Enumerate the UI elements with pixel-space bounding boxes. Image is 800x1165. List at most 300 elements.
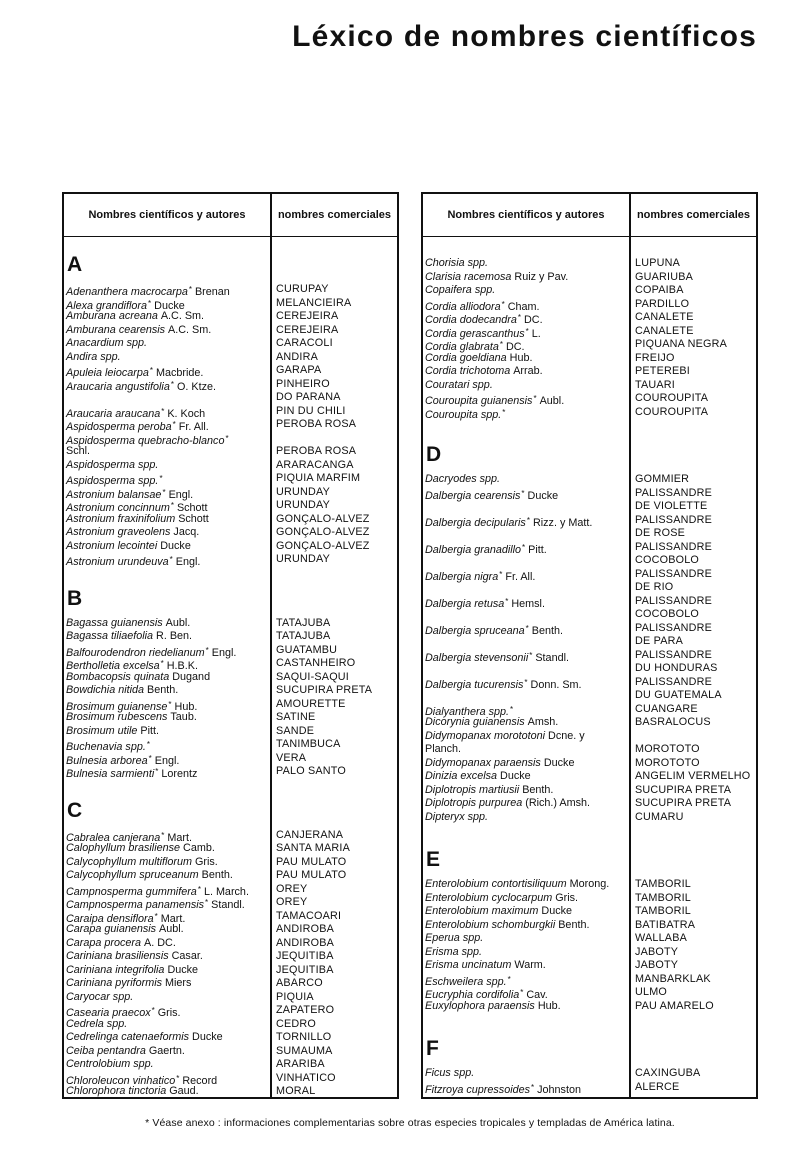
author-name: Ducke [527,489,559,502]
scientific-name: Campnosperma panamensis [66,899,205,911]
annex-asterisk: * [526,515,530,525]
scientific-name-cell [64,1072,270,1086]
annex-asterisk: * [525,326,529,336]
scientific-name-cell [423,946,629,960]
table-row [423,338,756,352]
table-row [423,595,756,609]
scientific-name: Centrolobium spp. [66,1058,154,1070]
scientific-name-cell [64,1085,270,1099]
table-row [64,883,397,897]
scientific-name-cell [423,932,629,946]
commercial-name: SATINE [276,711,316,723]
annex-asterisk: * [151,1006,155,1015]
scientific-name-cell [64,1045,270,1059]
commercial-name: JEQUITIBA [276,963,334,976]
author-name: K. Koch [167,407,206,420]
commercial-name: PALISSANDRE [635,540,713,553]
table-row [64,553,397,567]
scientific-name: Cabralea canjerana [66,831,161,844]
scientific-name: Brosimum guianense [66,700,168,713]
author-name: Engl. [175,556,201,568]
author-name: Jacq. [173,526,200,538]
author-name: Ducke [167,963,199,976]
scientific-name-cell [423,622,629,636]
scientific-name-cell [64,991,270,1005]
scientific-name: Ceiba pentandra [66,1044,146,1057]
table-row [423,919,756,933]
commercial-name: MOROTOTO [635,756,700,769]
commercial-name: TATAJUBA [276,630,331,642]
scientific-name-cell [423,811,629,825]
author-name: Lorentz [161,768,198,780]
section-letter: C [67,798,83,822]
author-name: R. Ben. [156,630,193,642]
scientific-name: Erisma spp. [425,945,482,958]
author-name: Warm. [514,959,546,971]
table-row [64,923,397,937]
scientific-name: Buchenavia spp. [66,741,146,753]
scientific-name-cell [423,770,629,784]
section-letter: A [67,253,83,276]
commercial-name: SUCUPIRA PRETA [635,783,732,796]
table-row [64,297,397,311]
table-header [64,194,397,237]
scientific-name-cell [64,657,270,671]
header-scientific: Nombres científicos y autores [447,209,605,221]
scientific-name-cell [64,378,270,392]
table-row [423,878,756,892]
lexicon-table-left [62,192,399,1099]
table-row [64,977,397,991]
author-name: Engl. [154,754,180,767]
commercial-name: PAU MULATO [276,855,347,868]
section-letter: F [426,1037,439,1060]
annex-asterisk: * [148,753,152,763]
letter-section [423,846,756,1013]
scientific-name-cell [64,684,270,698]
scientific-name-cell [423,581,629,595]
annex-asterisk: * [170,501,174,510]
author-name: Brenan [194,286,230,298]
author-name: Hub. [174,700,198,713]
scientific-name-cell [64,869,270,883]
scientific-name: Brosimum utile [66,724,138,737]
scientific-name-cell [64,765,270,779]
annex-asterisk: * [529,650,533,660]
table-row [423,554,756,568]
author-name: L. [531,327,541,340]
scientific-name-cell [423,635,629,649]
annex-asterisk: * [510,704,514,714]
scientific-name-cell [423,365,629,379]
scientific-name-cell [64,324,270,338]
commercial-name: CEREJEIRA [276,310,339,322]
author-name: Record [182,1074,218,1087]
table-row [423,500,756,514]
lexicon-table-right [421,192,758,1099]
commercial-name: CUMARU [635,810,684,823]
scientific-name: Cordia goeldiana [425,351,507,364]
table-row [423,473,756,487]
section-letter: D [426,443,442,466]
annex-asterisk: * [531,1082,535,1092]
scientific-name-cell [423,959,629,973]
commercial-name: ANDIROBA [276,923,334,935]
scientific-name: Copaifera spp. [425,284,496,296]
author-name: Schl. [66,445,91,457]
scientific-name: Dicorynia guianensis [425,716,525,728]
commercial-name: CANJERANA [276,828,344,841]
scientific-name-cell [423,892,629,906]
scientific-name-cell [423,379,629,393]
scientific-name: Cariniana integrifolia [66,963,165,976]
header-commercial: nombres comerciales [636,209,751,221]
table-row [64,418,397,432]
table-row [423,770,756,784]
scientific-name-cell [64,351,270,365]
author-name: DC. [505,341,525,353]
table-row [64,950,397,964]
scientific-name: Andira spp. [66,350,121,363]
commercial-name: PALISSANDRE [635,513,713,526]
table-row [423,487,756,501]
author-name: (Rich.) Amsh. [525,797,591,809]
commercial-name: ZAPATERO [276,1004,335,1016]
author-name: Ruiz y Pav. [514,270,569,283]
annex-asterisk: * [155,767,159,776]
commercial-name: ARARACANGA [276,458,354,471]
commercial-name: GUARIUBA [635,270,693,283]
commercial-name: GONÇALO-ALVEZ [276,512,370,525]
scientific-name-cell [64,923,270,937]
annex-asterisk: * [169,555,173,564]
scientific-name-cell [64,630,270,644]
table-row [64,671,397,685]
table-row [423,1067,756,1081]
scientific-name: Bowdichia nitida [66,684,145,696]
letter-section [423,1035,756,1094]
scientific-name: Amburana cearensis [66,323,166,336]
scientific-name: Cariniana brasiliensis [66,950,169,962]
scientific-name-cell [64,883,270,897]
commercial-name: FREIJO [635,351,675,364]
scientific-name: Bagassa tiliaefolia [66,630,154,642]
commercial-name: TAMBORIL [635,878,691,890]
scientific-name: Dalbergia decipularis [425,516,526,529]
author-name: Ducke [543,756,575,769]
scientific-name: Araucaria angustifolia [66,380,170,393]
scientific-name-cell [423,284,629,298]
scientific-name: Couroupita spp. [425,408,502,421]
commercial-name: COPAIBA [635,284,684,296]
commercial-name: TANIMBUCA [276,738,341,750]
commercial-name: WALLABA [635,932,688,944]
scientific-name-cell [64,391,270,405]
annex-asterisk: * [501,299,505,309]
table-row [423,662,756,676]
author-name: Mart. [160,912,186,925]
scientific-name-cell [423,568,629,582]
commercial-name: TAMACOARI [276,909,342,922]
scientific-name-cell [423,716,629,730]
table-row [423,541,756,555]
commercial-name: OREY [276,882,308,895]
table-row [64,364,397,378]
scientific-name: Cordia alliodora [425,300,501,313]
scientific-name: Chlorophora tinctoria [66,1085,167,1097]
scientific-name: Chorisia spp. [425,257,489,269]
author-name: Schott [176,502,208,514]
table-row [64,937,397,951]
scientific-name-cell [423,662,629,676]
table-row [64,991,397,1005]
scientific-name: Astronium balansae [66,488,162,501]
table-row [64,856,397,870]
commercial-name: DE PARA [635,635,683,647]
commercial-name: PAU MULATO [276,869,347,881]
scientific-name: Balfourodendron riedelianum [66,646,205,659]
annex-asterisk: * [149,366,153,375]
scientific-name: Anacardium spp. [66,337,148,349]
table-row [423,365,756,379]
commercial-name: PALISSANDRE [635,675,713,688]
scientific-name: Eperua spp. [425,932,484,944]
table-row [423,932,756,946]
author-name: Morong. [569,878,610,890]
commercial-name: LUPUNA [635,257,680,269]
scientific-name-cell [64,283,270,297]
annex-asterisk: * [160,659,164,668]
scientific-name: Aspidosperma spp. [66,475,159,487]
page-title: Léxico de nombres científicos [292,20,757,53]
commercial-name: MANBARKLAK [635,972,711,985]
author-name: Benth. [558,918,590,931]
letter-section [64,585,397,779]
table-row [64,829,397,843]
commercial-name: CAXINGUBA [635,1067,701,1079]
annex-asterisk: * [524,677,528,687]
table-row [64,910,397,924]
scientific-name: Calycophyllum spruceanum [66,869,199,881]
table-row [423,311,756,325]
column-divider [629,194,631,1097]
scientific-name-cell [423,1000,629,1014]
author-name: Ducke [192,1031,223,1043]
letter-section [64,797,397,1099]
commercial-name: JABOTY [635,945,679,958]
commercial-name: TAUARI [635,378,675,391]
scientific-name: Cedrelinga catenaeformis [66,1031,190,1043]
scientific-name-cell [64,540,270,554]
scientific-name: Cordia trichotoma [425,365,511,377]
author-name: Miers [165,977,192,989]
scientific-name-cell [423,986,629,1000]
table-row [64,499,397,513]
commercial-name: DE RIO [635,581,674,593]
table-body [64,237,397,1099]
commercial-name: PALISSANDRE [635,621,713,634]
scientific-name-cell [423,689,629,703]
commercial-name: URUNDAY [276,553,330,565]
commercial-name: SUCUPIRA PRETA [635,797,732,809]
scientific-name: Bertholletia excelsa [66,660,160,672]
scientific-name: Caryocar spp. [66,990,134,1003]
table-row [423,716,756,730]
commercial-name: PETEREBI [635,365,690,377]
scientific-name: Enterolobium contortisiliquum [425,878,567,890]
scientific-name: Dipteryx spp. [425,810,489,823]
table-row [64,842,397,856]
table-row [423,379,756,393]
scientific-name-cell [423,608,629,622]
author-name: A.C. Sm. [160,310,205,322]
scientific-name-cell [64,738,270,752]
table-row [423,973,756,987]
author-name: Dugand [172,670,211,683]
scientific-name: Dalbergia cearensis [425,489,521,502]
table-row [64,869,397,883]
scientific-name-cell [64,553,270,567]
commercial-name: GARAPA [276,364,322,376]
scientific-name-cell [423,487,629,501]
scientific-name: Couratari spp. [425,378,493,391]
scientific-name: Cordia glabrata [425,341,499,353]
commercial-name: TAMBORIL [635,905,691,917]
author-name: Arrab. [513,365,543,377]
commercial-name: DU HONDURAS [635,662,718,674]
commercial-name: COUROUPITA [635,392,709,404]
scientific-name: Astronium graveolens [66,526,171,538]
table-row [423,1081,756,1095]
author-name: Schott [178,512,209,525]
author-name: Taub. [170,711,197,723]
scientific-name: Couroupita guianensis [425,395,533,407]
author-name: Benth. [147,684,179,696]
commercial-name: COCOBOLO [635,554,699,566]
table-row [64,1045,397,1059]
table-row [423,743,756,757]
annex-asterisk: * [146,740,150,749]
scientific-name: Enterolobium cyclocarpum [425,891,553,904]
author-name: Benth. [531,624,563,637]
scientific-name-cell [64,472,270,486]
author-name: Engl. [211,646,237,659]
scientific-name: Didymopanax paraensis [425,756,541,769]
table-row [423,325,756,339]
scientific-name: Didymopanax morototoni [425,729,546,742]
scientific-name-cell [423,757,629,771]
commercial-name: GONÇALO-ALVEZ [276,526,370,538]
annex-asterisk: * [499,569,503,579]
commercial-name: COCOBOLO [635,608,699,620]
annex-asterisk: * [533,394,537,403]
scientific-name-cell [64,513,270,527]
scientific-name: Clarisia racemosa [425,270,512,283]
author-name: Ducke [500,770,531,782]
scientific-name: Apuleia leiocarpa [66,367,149,379]
table-row [64,1072,397,1086]
table-row [423,352,756,366]
table-row [64,657,397,671]
scientific-name: Bombacopsis quinata [66,670,170,683]
author-name: Fr. All. [178,421,209,433]
commercial-name: TORNILLO [276,1031,332,1043]
table-row [64,472,397,486]
table-row [423,527,756,541]
scientific-name: Bulnesia sarmienti [66,768,155,780]
scientific-name-cell [64,418,270,432]
commercial-name: GONÇALO-ALVEZ [276,539,370,552]
scientific-name: Bulnesia arborea [66,754,148,767]
author-name: L. March. [203,885,249,898]
author-name: A. DC. [144,936,176,949]
scientific-name: Dalbergia spruceana [425,624,525,637]
scientific-name-cell [64,364,270,378]
table-row [423,986,756,1000]
section-letter: E [426,848,441,871]
table-header [423,194,756,237]
scientific-name-cell [64,1004,270,1018]
author-name: Johnston [537,1083,581,1096]
scientific-name-cell [64,842,270,856]
scientific-name-cell [423,338,629,352]
table-row [64,964,397,978]
scientific-name: Fitzroya cupressoides [425,1083,531,1096]
commercial-name: ANDIRA [276,350,318,363]
scientific-name-cell [423,703,629,717]
annex-asterisk: * [205,645,209,655]
commercial-name: ANGELIM VERMELHO [635,770,751,782]
scientific-name: Cedrela spp. [66,1017,128,1030]
commercial-name: VINHATICO [276,1071,336,1084]
section-letter: B [67,586,83,610]
table-row [423,1000,756,1014]
scientific-name-cell [423,352,629,366]
table-row [64,752,397,766]
author-name: H.B.K. [166,660,198,672]
scientific-name: Cariniana pyriformis [66,977,163,989]
scientific-name: Aspidosperma spp. [66,458,159,471]
author-name: Gris. [157,1007,181,1019]
footnote: * Véase anexo : informaciones complementarias sobre otras especies tropicales y templadas de América latina. [145,1117,675,1129]
letter-section [423,257,756,419]
author-name: Gaertn. [148,1044,185,1057]
author-name: Benth. [522,783,554,796]
scientific-name-cell [64,896,270,910]
annex-asterisk: * [176,1073,180,1083]
annex-asterisk: * [170,379,174,389]
scientific-name: Dalbergia granadillo [425,543,522,556]
table-row [423,635,756,649]
scientific-name-cell [423,514,629,528]
scientific-name-cell [423,595,629,609]
table-row [64,1085,397,1099]
scientific-name: Campnosperma gummifera [66,885,197,898]
scientific-name-cell [64,950,270,964]
scientific-name: Chloroleucon vinhatico [66,1074,176,1087]
commercial-name: GUATAMBU [276,643,338,656]
annex-asterisk: * [154,911,158,921]
annex-asterisk: * [188,285,192,294]
scientific-name: Dalbergia retusa [425,597,505,610]
scientific-name-cell [423,743,629,757]
scientific-name: Calycophyllum multiflorum [66,855,192,868]
author-name: Gris. [555,891,579,904]
scientific-name-cell [64,499,270,513]
annex-asterisk: * [161,406,165,416]
scientific-name-cell [423,973,629,987]
commercial-name: VERA [276,751,307,764]
